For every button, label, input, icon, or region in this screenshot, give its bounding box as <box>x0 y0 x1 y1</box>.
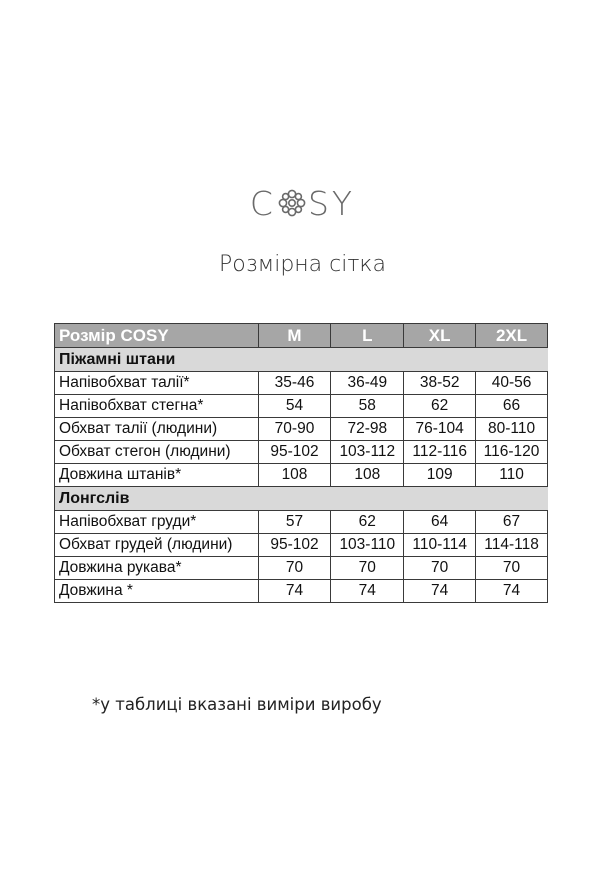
section-fill <box>258 348 331 372</box>
section-row-pajama-pants <box>55 348 548 372</box>
header-size-xl: XL <box>404 324 476 348</box>
cell-xl: 62 <box>404 395 476 418</box>
cell-l: 108 <box>331 464 404 487</box>
cell-xl: 64 <box>404 511 476 534</box>
header-size-label: Розмір COSY <box>55 324 259 348</box>
cell-m: 35-46 <box>258 372 331 395</box>
row-label: Обхват талії (людини) <box>55 418 259 441</box>
cell-l: 62 <box>331 511 404 534</box>
table-row <box>55 534 548 557</box>
section-fill <box>331 348 404 372</box>
size-chart-table <box>54 323 548 603</box>
cell-2xl: 114-118 <box>476 534 548 557</box>
cell-2xl: 74 <box>476 580 548 603</box>
section-fill <box>476 348 548 372</box>
cell-l: 58 <box>331 395 404 418</box>
section-fill <box>258 487 331 511</box>
table-row <box>55 395 548 418</box>
cell-xl: 38-52 <box>404 372 476 395</box>
table-header-row <box>55 324 548 348</box>
section-fill <box>476 487 548 511</box>
row-label: Довжина штанів* <box>55 464 259 487</box>
row-label: Обхват грудей (людини) <box>55 534 259 557</box>
cell-l: 103-112 <box>331 441 404 464</box>
cell-2xl: 116-120 <box>476 441 548 464</box>
cell-xl: 74 <box>404 580 476 603</box>
cell-2xl: 40-56 <box>476 372 548 395</box>
row-label: Напівобхват стегна* <box>55 395 259 418</box>
cell-2xl: 70 <box>476 557 548 580</box>
row-label: Обхват стегон (людини) <box>55 441 259 464</box>
cell-l: 36-49 <box>331 372 404 395</box>
table-row <box>55 464 548 487</box>
section-fill <box>404 487 476 511</box>
table-row <box>55 372 548 395</box>
cell-m: 57 <box>258 511 331 534</box>
cell-2xl: 66 <box>476 395 548 418</box>
section-title: Піжамні штани <box>55 348 259 372</box>
page-title: Розмірна сітка <box>219 252 386 277</box>
table-row <box>55 557 548 580</box>
logo-letters-sy: SY <box>307 184 356 223</box>
table-row <box>55 441 548 464</box>
section-fill <box>404 348 476 372</box>
row-label: Напівобхват талії* <box>55 372 259 395</box>
section-fill <box>331 487 404 511</box>
cell-2xl: 110 <box>476 464 548 487</box>
footnote: *у таблиці вказані виміри виробу <box>92 695 382 714</box>
cell-2xl: 80-110 <box>476 418 548 441</box>
section-row-longsleeve <box>55 487 548 511</box>
cell-l: 74 <box>331 580 404 603</box>
cell-2xl: 67 <box>476 511 548 534</box>
row-label: Довжина * <box>55 580 259 603</box>
table-row <box>55 511 548 534</box>
cell-m: 70 <box>258 557 331 580</box>
cell-m: 54 <box>258 395 331 418</box>
table-row <box>55 418 548 441</box>
brand-logo <box>0 184 605 223</box>
cell-xl: 110-114 <box>404 534 476 557</box>
row-label: Напівобхват груди* <box>55 511 259 534</box>
cell-m: 95-102 <box>258 441 331 464</box>
cell-xl: 70 <box>404 557 476 580</box>
cell-xl: 112-116 <box>404 441 476 464</box>
section-title: Лонгслів <box>55 487 259 511</box>
cell-m: 108 <box>258 464 331 487</box>
cell-xl: 109 <box>404 464 476 487</box>
cell-l: 70 <box>331 557 404 580</box>
cell-l: 103-110 <box>331 534 404 557</box>
cell-m: 70-90 <box>258 418 331 441</box>
table-row <box>55 580 548 603</box>
header-size-m: M <box>258 324 331 348</box>
header-size-l: L <box>331 324 404 348</box>
cell-l: 72-98 <box>331 418 404 441</box>
cell-m: 95-102 <box>258 534 331 557</box>
row-label: Довжина рукава* <box>55 557 259 580</box>
header-size-2xl: 2XL <box>476 324 548 348</box>
cell-m: 74 <box>258 580 331 603</box>
flower-o-icon <box>277 187 307 217</box>
logo-letter-c: C <box>249 184 276 223</box>
cell-xl: 76-104 <box>404 418 476 441</box>
